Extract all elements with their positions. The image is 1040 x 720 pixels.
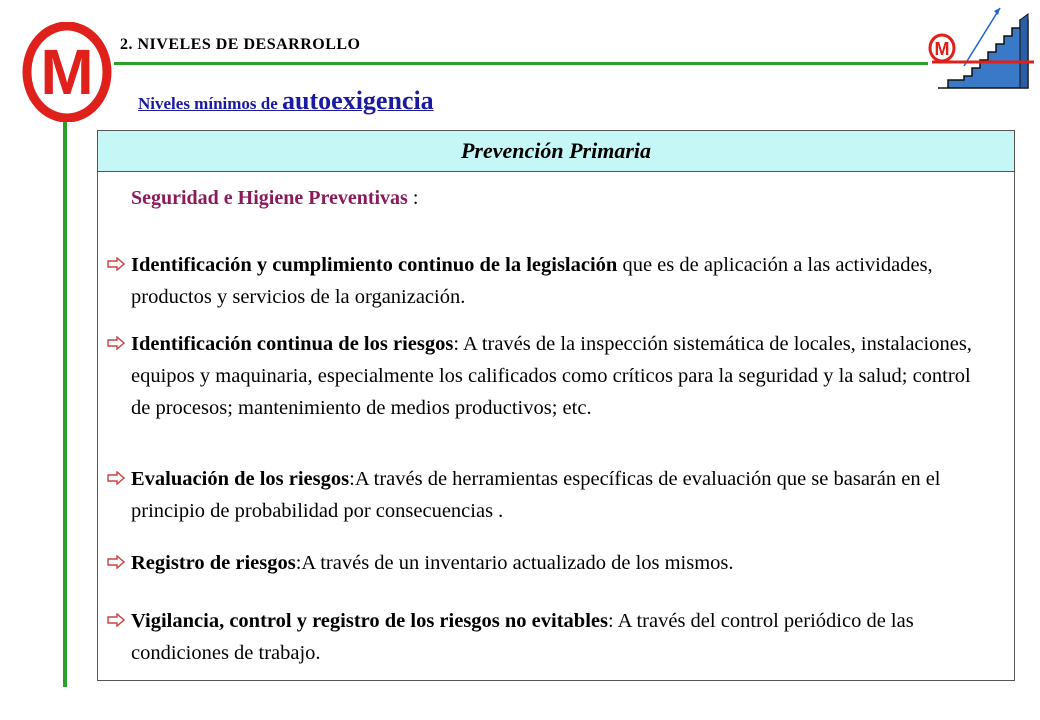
arrow-right-icon — [107, 555, 125, 569]
content-box — [97, 130, 1015, 681]
header-divider — [114, 62, 928, 65]
left-vertical-divider — [63, 122, 67, 687]
list-item: Identificación continua de los riesgos: A través de la inspección sistemática de locales, instalaciones, equipos y maquinaria, especialmente los calificados como críticos para la seguridad y la salud; control de procesos; mantenimiento de medios productivos; etc. — [131, 328, 991, 424]
box-title: Prevención Primaria — [98, 131, 1014, 172]
stairs-logo-icon — [928, 0, 1038, 100]
arrow-right-icon — [107, 471, 125, 485]
list-item: Identificación y cumplimiento continuo de la legislación que es de aplicación a las actividades, productos y servicios de la organización. — [131, 249, 991, 313]
arrow-right-icon — [107, 336, 125, 350]
subtitle-prefix: Niveles mínimos de — [138, 94, 278, 113]
list-item: Registro de riesgos:A través de un inventario actualizado de los mismos. — [131, 547, 991, 579]
list-item: Evaluación de los riesgos:A través de herramientas específicas de evaluación que se basarán en el principio de probabilidad por consecuencias . — [131, 463, 991, 527]
box-subheading — [131, 187, 418, 210]
small-logo-letter: M — [934, 39, 950, 59]
subheading-suffix: : — [412, 187, 419, 209]
page-subtitle — [138, 86, 434, 116]
logo-letter: M — [40, 36, 94, 108]
arrow-right-icon — [107, 613, 125, 627]
arrow-right-icon — [107, 257, 125, 271]
subheading-text: Seguridad e Higiene Preventivas — [131, 187, 408, 209]
subtitle-emphasis: autoexigencia — [282, 86, 434, 115]
m-logo-icon — [22, 22, 112, 122]
list-item: Vigilancia, control y registro de los riesgos no evitables: A través del control periódico de las condiciones de trabajo. — [131, 605, 991, 669]
section-title: 2. NIVELES DE DESARROLLO — [120, 36, 361, 53]
